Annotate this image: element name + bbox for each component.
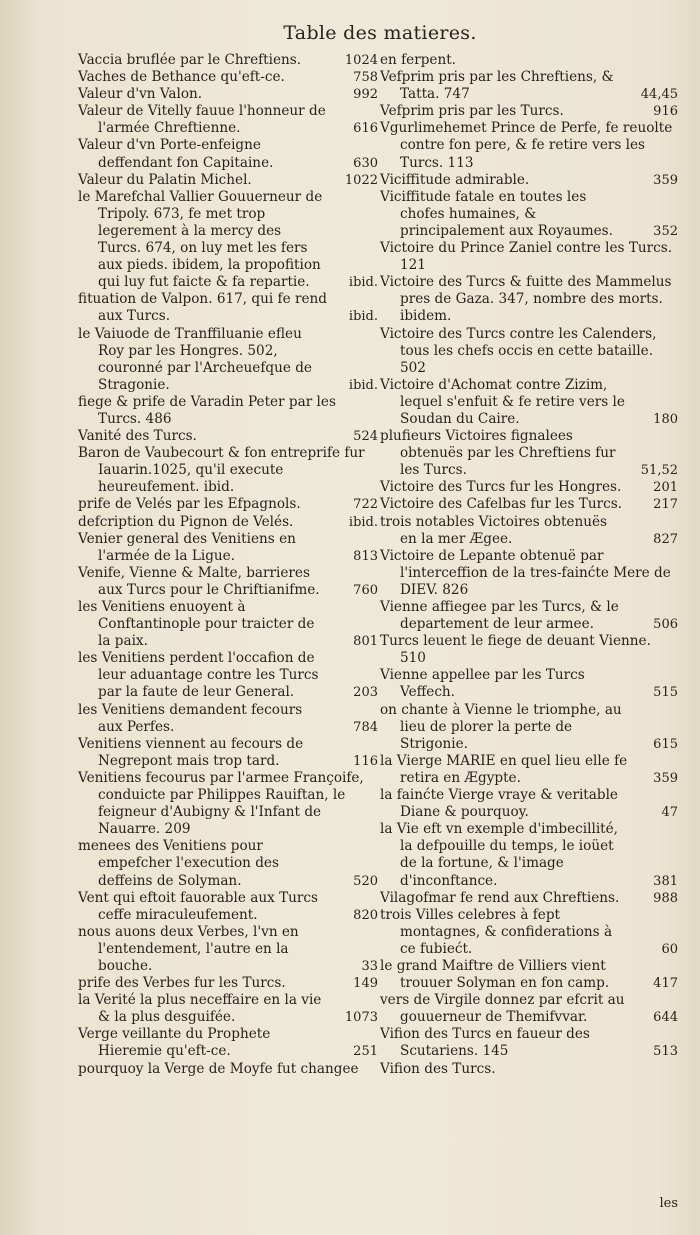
index-entry xyxy=(78,69,378,86)
index-entry xyxy=(78,650,378,701)
entry-page-number: 201 xyxy=(653,480,678,496)
index-entry xyxy=(380,702,678,753)
index-entry xyxy=(380,599,678,633)
entry-text: Valeur d'vn Valon. xyxy=(78,86,203,103)
entry-text: fiege & prife de Varadin Peter par les Turcs. 486 xyxy=(78,393,336,427)
entry-page-number: 251 xyxy=(353,1044,378,1060)
entry-page-number: 359 xyxy=(653,172,678,188)
entry-text: le grand Maiftre de Villiers vient trouuer Solyman en fon camp. xyxy=(380,957,610,992)
index-entry xyxy=(380,326,678,377)
index-entry xyxy=(380,189,678,240)
entry-text: Vent qui eftoit fauorable aux Turcs ceffe miraculeufement. xyxy=(78,889,318,923)
entry-text: Vaches de Bethance qu'eft-ce. xyxy=(78,69,285,86)
entry-page-number: 417 xyxy=(653,976,678,992)
entry-page-number: 51,52 xyxy=(640,463,678,479)
entry-page-number: 988 xyxy=(653,890,678,906)
index-entry xyxy=(380,240,678,274)
entry-page-number: 722 xyxy=(353,497,378,513)
index-entry xyxy=(78,924,378,975)
index-entry xyxy=(380,103,678,120)
entry-text: le Marefchal Vallier Gouuerneur de Tripoly. 673, fe met trop legerement à la mercy des Turcs. 674, on luy met les fers aux pieds. ibidem, la propofition qui luy fut faicte & fa repartie. xyxy=(78,188,323,291)
index-column-left xyxy=(78,52,378,1078)
entry-text: la fainćte Vierge vraye & veritable Diane & pourquoy. xyxy=(380,787,618,821)
index-entry xyxy=(78,52,378,69)
entry-page-number: 1022 xyxy=(344,172,378,188)
entry-page-number: 506 xyxy=(653,617,678,633)
entry-text: Valeur de Vitelly fauue l'honneur de l'armée Chreftienne. xyxy=(78,103,326,137)
index-entry xyxy=(380,69,678,103)
entry-text: le Vaiuode de Tranffiluanie efleu Roy par les Hongres. 502, couronné par l'Archeuefque de Stragonie. xyxy=(78,325,312,393)
entry-text: Victoire de Lepante obtenuë par l'interceffion de la tres-fainćte Mere de DIEV. 826 xyxy=(380,547,671,598)
entry-text: trois Villes celebres à fept montagnes, & confiderations à ce fubiećt. xyxy=(380,906,613,957)
index-entry xyxy=(78,531,378,565)
entry-page-number: 33 xyxy=(361,958,378,974)
entry-page-number: 630 xyxy=(353,155,378,171)
entry-text: Victoire d'Achomat contre Zizim, lequel s'enfuit & fe retire vers le Soudan du Caire. xyxy=(380,376,625,427)
index-entry xyxy=(380,633,678,667)
entry-text: Valeur du Palatin Michel. xyxy=(78,171,252,188)
entry-text: Vifion des Turcs. xyxy=(380,1060,496,1077)
entry-text: Victoire des Turcs contre les Calenders, tous les chefs occis en cette bataille. 502 xyxy=(380,325,657,376)
entry-page-number: ibid. xyxy=(348,514,378,530)
index-entry xyxy=(78,975,378,992)
index-entry xyxy=(380,787,678,821)
entry-text: vers de Virgile donnez par efcrit au gouuerneur de Themifvvar. xyxy=(380,992,625,1026)
entry-text: nous auons deux Verbes, l'vn en l'entendement, l'autre en la bouche. xyxy=(78,923,299,974)
index-entry xyxy=(78,838,378,889)
entry-text: on chante à Vienne le triomphe, au lieu de plorer la perte de Strigonie. xyxy=(380,701,622,752)
index-entry xyxy=(380,428,678,479)
entry-text: Turcs leuent le fiege de deuant Vienne. 510 xyxy=(380,633,651,667)
entry-text: Baron de Vaubecourt & fon entreprife fur Iauarin.1025, qu'il execute heureufement. ibid. xyxy=(78,445,365,496)
entry-page-number: 203 xyxy=(353,685,378,701)
index-entry xyxy=(78,599,378,650)
entry-text: plufieurs Victoires fignalees obtenuës par les Chreftiens fur les Turcs. xyxy=(380,428,616,479)
entry-page-number: 801 xyxy=(353,634,378,650)
entry-text: Vienne appellee par les Turcs Veffech. xyxy=(380,667,585,701)
entry-page-number: 515 xyxy=(653,685,678,701)
entry-page-number: 820 xyxy=(353,907,378,923)
entry-page-number: 992 xyxy=(353,87,378,103)
index-entry xyxy=(78,514,378,531)
entry-page-number: 513 xyxy=(653,1044,678,1060)
entry-text: Viciffitude admirable. xyxy=(380,171,530,188)
index-entry xyxy=(380,1061,678,1078)
index-entry xyxy=(78,1026,378,1060)
index-entry xyxy=(78,291,378,325)
entry-text: defcription du Pignon de Velés. xyxy=(78,513,294,530)
index-entry xyxy=(78,496,378,513)
entry-page-number: 760 xyxy=(353,582,378,598)
entry-page-number: 916 xyxy=(653,104,678,120)
entry-text: Vifion des Turcs en faueur des Scutariens. 145 xyxy=(380,1026,590,1060)
index-column-right xyxy=(380,52,678,1078)
index-entry xyxy=(78,890,378,924)
index-entry xyxy=(380,821,678,889)
entry-page-number: 1024 xyxy=(344,53,378,68)
entry-text: Victoire des Turcs fur les Hongres. xyxy=(380,479,622,496)
entry-page-number: 615 xyxy=(653,736,678,752)
entry-page-number: ibid. xyxy=(348,275,378,291)
entry-page-number: 524 xyxy=(353,429,378,445)
entry-page-number: 758 xyxy=(353,70,378,86)
entry-page-number: 827 xyxy=(653,531,678,547)
entry-page-number: 47 xyxy=(661,805,678,821)
index-entry xyxy=(380,907,678,958)
entry-text: Victoire du Prince Zaniel contre les Turcs. 121 xyxy=(380,240,673,274)
entry-text: la Verité la plus neceffaire en la vie & la plus desguifée. xyxy=(78,992,322,1026)
entry-text: Venier general des Venitiens en l'armée de la Ligue. xyxy=(78,530,296,564)
entry-text: les Venitiens enuoyent à Conftantinople pour traicter de la paix. xyxy=(78,599,315,650)
entry-page-number: ibid. xyxy=(348,377,378,393)
entry-page-number: 149 xyxy=(353,976,378,992)
entry-page-number: 644 xyxy=(653,1010,678,1026)
entry-text: la Vierge MARIE en quel lieu elle fe retira en Ægypte. xyxy=(380,752,628,786)
entry-page-number: 813 xyxy=(353,548,378,564)
entry-page-number: 784 xyxy=(353,719,378,735)
index-entry xyxy=(78,428,378,445)
entry-page-number: 381 xyxy=(653,873,678,889)
entry-page-number: 217 xyxy=(653,497,678,513)
entry-text: Vanité des Turcs. xyxy=(78,428,197,445)
index-entry xyxy=(78,137,378,171)
index-entry xyxy=(380,667,678,701)
index-entry xyxy=(380,890,678,907)
entry-text: prife de Velés par les Efpagnols. xyxy=(78,496,301,513)
entry-text: Victoire des Cafelbas fur les Turcs. xyxy=(380,496,622,513)
entry-text: prife des Verbes fur les Turcs. xyxy=(78,975,286,992)
entry-page-number: 352 xyxy=(653,223,678,239)
entry-page-number: ibid. xyxy=(348,309,378,325)
entry-text: Vaccia bruflée par le Chreftiens. xyxy=(78,52,302,68)
index-entry xyxy=(78,702,378,736)
index-entry xyxy=(380,548,678,599)
catchword: les xyxy=(659,1196,678,1211)
entry-text: Viciffitude fatale en toutes les chofes humaines, & principalement aux Royaumes. xyxy=(380,188,613,239)
entry-text: en ferpent. xyxy=(380,52,456,68)
entry-text: Venitiens fecourus par l'armee Françoife, conduicte par Philippes Rauiftan, le feigneur d'Aubigny & l'Infant de Nauarre. 209 xyxy=(78,769,364,838)
page-header xyxy=(0,22,700,44)
entry-page-number: 520 xyxy=(353,873,378,889)
entry-page-number: 116 xyxy=(353,753,378,769)
index-entry xyxy=(380,377,678,428)
entry-text: Victoire des Turcs & fuitte des Mammelus pres de Gaza. 347, nombre des morts. ibidem. xyxy=(380,274,672,325)
entry-text: les Venitiens demandent fecours aux Perfes. xyxy=(78,701,303,735)
entry-text: la Vie eft vn exemple d'imbecillité, la defpouille du temps, le ioüet de la fortune, & l'image d'inconftance. xyxy=(380,821,618,889)
entry-text: Vienne affiegee par les Turcs, & le departement de leur armee. xyxy=(380,599,619,633)
index-entry xyxy=(78,172,378,189)
entry-text: Verge veillante du Prophete Hieremie qu'eft-ce. xyxy=(78,1026,271,1060)
entry-text: Vgurlimehemet Prince de Perfe, fe reuolte contre fon pere, & fe retire vers les Turcs. 113 xyxy=(380,120,673,171)
entry-text: Valeur d'vn Porte-enfeigne deffendant fon Capitaine. xyxy=(78,137,274,171)
index-entry xyxy=(380,172,678,189)
entry-text: trois notables Victoires obtenuës en la mer Ægee. xyxy=(380,513,607,547)
entry-page-number: 44,45 xyxy=(640,87,678,103)
index-entry xyxy=(380,753,678,787)
index-entry xyxy=(380,274,678,325)
index-entry xyxy=(78,103,378,137)
entry-page-number: 616 xyxy=(353,121,378,137)
index-entry xyxy=(380,992,678,1026)
entry-text: Vefprim pris par les Turcs. xyxy=(380,103,564,120)
index-entry xyxy=(380,120,678,171)
entry-text: Vilagofmar fe rend aux Chreftiens. xyxy=(380,889,620,906)
index-entry xyxy=(380,958,678,992)
running-title: Table des matieres. xyxy=(283,22,477,44)
index-entry xyxy=(78,736,378,770)
index-entry xyxy=(78,445,378,496)
index-entry xyxy=(78,1061,378,1078)
entry-text: Venife, Vienne & Malte, barrieres aux Turcs pour le Chriftianifme. xyxy=(78,564,320,598)
index-entry xyxy=(380,496,678,513)
index-entry xyxy=(380,479,678,496)
index-entry xyxy=(380,514,678,548)
entry-text: menees des Venitiens pour empefcher l'execution des deffeins de Solyman. xyxy=(78,838,279,889)
index-entry xyxy=(78,189,378,292)
entry-page-number: 180 xyxy=(653,411,678,427)
index-entry xyxy=(78,992,378,1026)
index-entry xyxy=(380,1026,678,1060)
entry-text: Venitiens viennent au fecours de Negrepont mais trop tard. xyxy=(78,735,304,769)
entry-page-number: 359 xyxy=(653,770,678,786)
entry-page-number: 1073 xyxy=(344,1010,378,1026)
index-entry xyxy=(78,770,378,838)
entry-text: pourquoy la Verge de Moyfe fut changee xyxy=(78,1060,359,1077)
entry-text: Vefprim pris par les Chreftiens, & Tatta. 747 xyxy=(380,69,614,103)
index-entry xyxy=(78,86,378,103)
entry-text: les Venitiens perdent l'occafion de leur aduantage contre les Turcs par la faute de leur General. xyxy=(78,650,319,701)
index-entry xyxy=(78,565,378,599)
index-entry xyxy=(380,52,678,69)
entry-page-number: 60 xyxy=(661,941,678,957)
entry-text: fituation de Valpon. 617, qui fe rend aux Turcs. xyxy=(78,291,327,325)
index-entry xyxy=(78,394,378,428)
index-entry xyxy=(78,326,378,394)
